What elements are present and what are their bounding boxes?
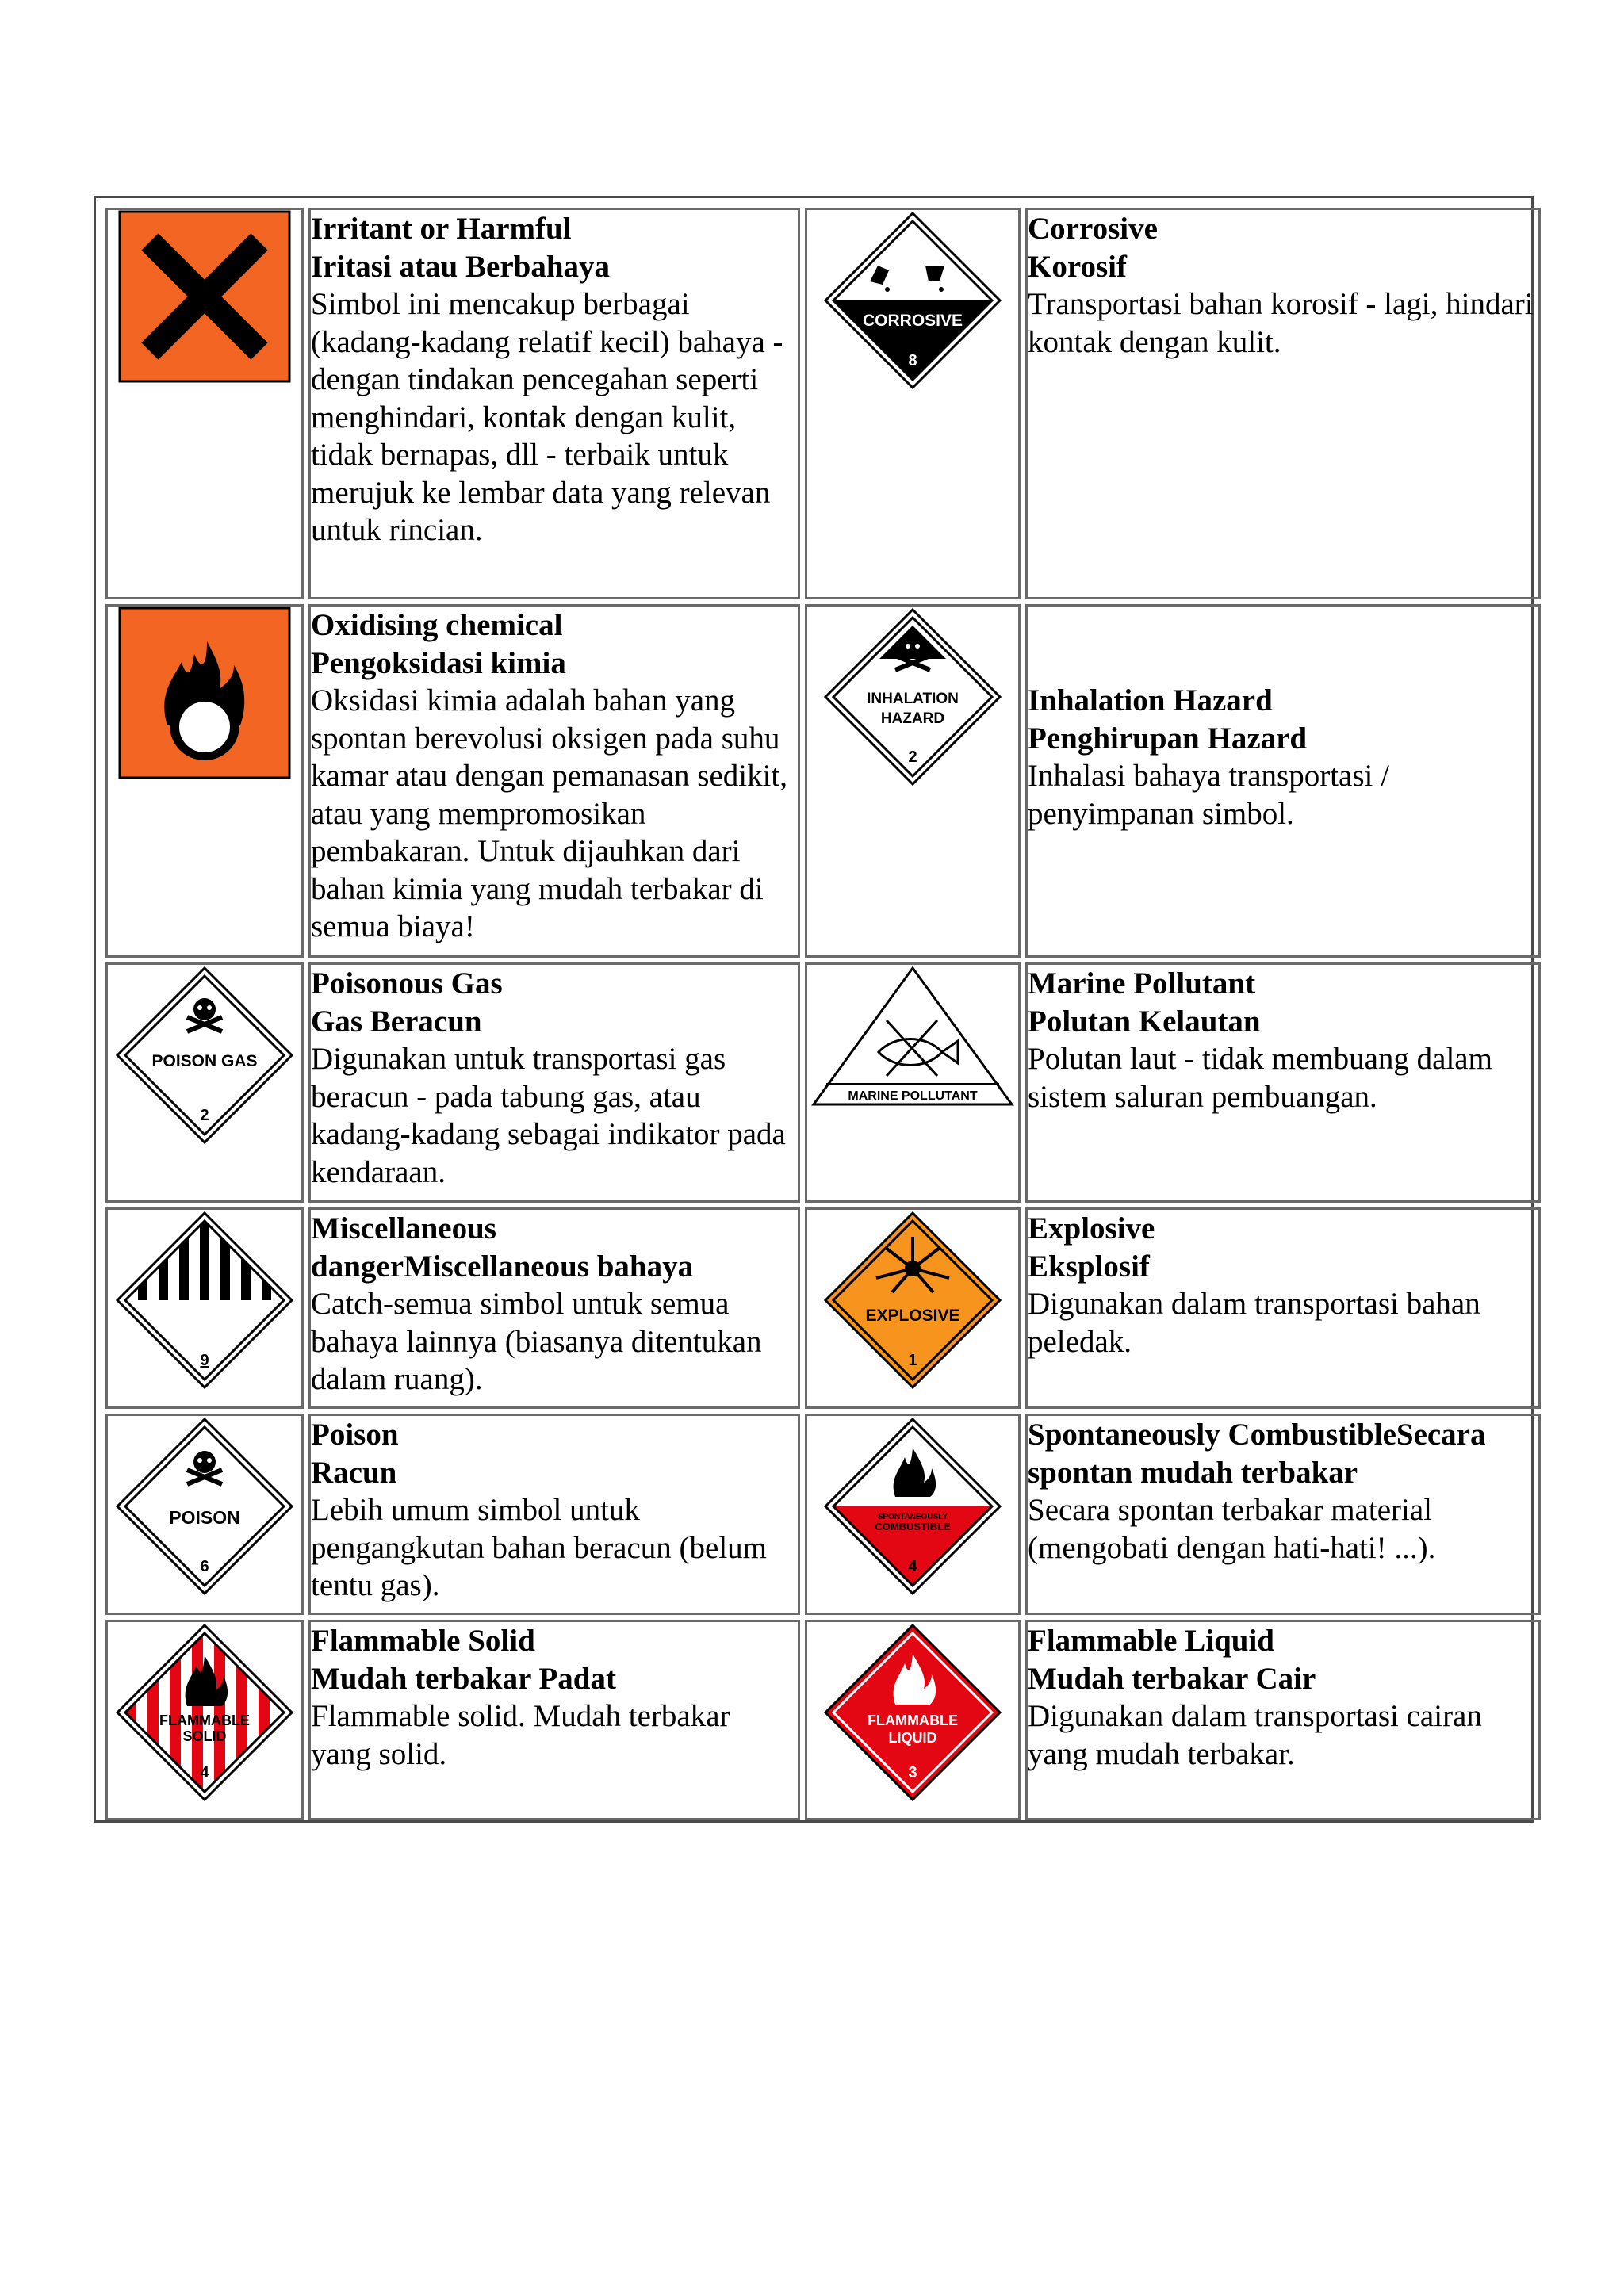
poison-diamond-icon: [114, 1416, 295, 1597]
hazard-title: Poisonous Gas: [311, 966, 503, 1001]
miscellaneous-stripes-diamond-icon: [114, 1210, 295, 1391]
inhalation-label-line2: HAZARD: [880, 710, 945, 727]
explosive-label: EXPLOSIVE: [865, 1307, 960, 1325]
hazard-subtitle: Pengoksidasi kimia: [311, 645, 566, 680]
symbol-cell: [805, 208, 1021, 599]
class-number: 6: [200, 1558, 209, 1575]
hazard-description: Digunakan dalam transportasi bahan peledak.: [1028, 1287, 1480, 1359]
spontaneously-combustible-diamond-icon: [822, 1416, 1003, 1597]
hazard-title: Flammable Solid: [311, 1624, 535, 1658]
hazard-description-cell: [308, 962, 800, 1203]
hazard-description: Polutan laut - tidak membuang dalam sistem saluran pembuangan.: [1028, 1042, 1492, 1114]
hazard-description: Digunakan dalam transportasi cairan yang mudah terbakar.: [1028, 1699, 1482, 1771]
flammable-solid-diamond-icon: [114, 1622, 295, 1803]
hazard-title: Spontaneously CombustibleSecara: [1028, 1418, 1486, 1452]
hazard-description-cell: [308, 604, 800, 958]
symbol-cell: [105, 604, 304, 958]
hazard-title: Irritant or Harmful: [311, 212, 572, 246]
poison-gas-diamond-icon: [114, 965, 295, 1146]
symbol-cell: [805, 1414, 1021, 1615]
poison-label: POISON: [169, 1507, 240, 1528]
hazard-subtitle: Eksplosif: [1028, 1249, 1150, 1284]
hazard-subtitle: Penghirupan Hazard: [1028, 721, 1308, 756]
symbol-cell: [105, 1620, 304, 1820]
flammable-liquid-diamond-icon: [822, 1622, 1003, 1803]
table-row: [105, 604, 1541, 958]
hazard-title: Corrosive: [1028, 212, 1158, 246]
inhalation-label-line1: INHALATION: [867, 691, 959, 707]
hazard-subtitle: Mudah terbakar Padat: [311, 1661, 616, 1696]
table-row: [105, 962, 1541, 1203]
hazard-description: Inhalasi bahaya transportasi / penyimpanan simbol.: [1028, 759, 1389, 831]
spontaneous-label-line1: SPONTANEOUSLY: [877, 1513, 948, 1521]
symbol-cell: [805, 1207, 1021, 1409]
class-number: 8: [908, 352, 917, 369]
class-number: 2: [200, 1107, 209, 1124]
symbol-cell: [105, 962, 304, 1203]
hazard-title: Poison: [311, 1418, 399, 1452]
hazard-subtitle: spontan mudah terbakar: [1028, 1455, 1358, 1490]
hazard-symbols-table-frame: [94, 196, 1534, 1823]
table-row: [105, 208, 1541, 599]
hazard-subtitle: Mudah terbakar Cair: [1028, 1661, 1316, 1696]
flammable-liquid-label-line2: LIQUID: [888, 1730, 937, 1746]
symbol-cell: [805, 1620, 1021, 1820]
hazard-description-cell: [308, 208, 800, 599]
hazard-title: Miscellaneous: [311, 1211, 496, 1246]
symbol-cell: [105, 208, 304, 599]
symbol-cell: [105, 1414, 304, 1615]
hazard-subtitle: dangerMiscellaneous bahaya: [311, 1249, 694, 1284]
class-number: 2: [908, 748, 917, 766]
marine-pollutant-label: MARINE POLLUTANT: [848, 1089, 978, 1103]
symbol-cell: [805, 604, 1021, 958]
hazard-description-cell: [308, 1207, 800, 1409]
hazard-subtitle: Polutan Kelautan: [1028, 1004, 1261, 1039]
hazard-title: Oxidising chemical: [311, 608, 563, 642]
hazard-description: Simbol ini mencakup berbagai (kadang-kadang relatif kecil) bahaya - dengan tindakan pencegahan seperti menghindari, kontak dengan kulit, tidak bernapas, dll - terbaik untuk merujuk ke lembar data yang relevan untuk rincian.: [311, 287, 783, 547]
class-number: 4: [908, 1558, 917, 1575]
table-row: [105, 1414, 1541, 1615]
hazard-title: Inhalation Hazard: [1028, 683, 1273, 718]
class-number: 3: [908, 1764, 917, 1781]
table-row: [105, 1620, 1541, 1820]
class-number: 1: [908, 1352, 917, 1369]
hazard-description: Secara spontan terbakar material (mengobati dengan hati-hati! ...).: [1028, 1493, 1436, 1565]
hazard-subtitle: Racun: [311, 1455, 397, 1490]
hazard-symbols-table: [101, 203, 1545, 1825]
hazard-description-cell: [1025, 1620, 1541, 1820]
hazard-description: Oksidasi kimia adalah bahan yang spontan berevolusi oksigen pada suhu kamar atau dengan pemanasan sedikit, atau yang mempromosikan pembakaran. Untuk dijauhkan dari bahan kimia yang mudah terbakar di semua biaya!: [311, 683, 788, 943]
hazard-description: Flammable solid. Mudah terbakar yang solid.: [311, 1699, 730, 1771]
corrosive-diamond-icon: [822, 210, 1003, 391]
hazard-description-cell: [1025, 208, 1541, 599]
flammable-solid-label-line2: SOLID: [182, 1728, 227, 1744]
oxidising-flame-circle-icon: [118, 607, 291, 779]
hazard-description: Digunakan untuk transportasi gas beracun - pada tabung gas, atau kadang-kadang sebagai indikator pada kendaraan.: [311, 1042, 786, 1189]
spontaneous-label-line2: COMBUSTIBLE: [875, 1521, 951, 1533]
hazard-description-cell: [1025, 962, 1541, 1203]
hazard-description-cell: [308, 1414, 800, 1615]
hazard-description-cell: [1025, 1207, 1541, 1409]
hazard-title: Explosive: [1028, 1211, 1155, 1246]
hazard-description-cell: [1025, 1414, 1541, 1615]
hazard-description-cell: [1025, 604, 1541, 958]
corrosive-label: CORROSIVE: [862, 312, 963, 330]
marine-pollutant-triangle-icon: [810, 965, 1015, 1108]
hazard-description: Transportasi bahan korosif - lagi, hindari kontak dengan kulit.: [1028, 287, 1534, 359]
class-number: 4: [200, 1764, 209, 1781]
symbol-cell: [105, 1207, 304, 1409]
hazard-title: Marine Pollutant: [1028, 966, 1256, 1001]
hazard-description: Catch-semua simbol untuk semua bahaya lainnya (biasanya ditentukan dalam ruang).: [311, 1287, 762, 1396]
hazard-description: Lebih umum simbol untuk pengangkutan bahan beracun (belum tentu gas).: [311, 1493, 768, 1602]
table-row: [105, 1207, 1541, 1409]
class-number: 9: [200, 1352, 209, 1369]
hazard-title: Flammable Liquid: [1028, 1624, 1274, 1658]
hazard-description-cell: [308, 1620, 800, 1820]
irritant-x-icon: [118, 210, 291, 383]
symbol-cell: [805, 962, 1021, 1203]
explosive-diamond-icon: [822, 1210, 1003, 1391]
hazard-subtitle: Korosif: [1028, 249, 1127, 284]
flammable-solid-label-line1: FLAMMABLE: [159, 1712, 250, 1728]
hazard-subtitle: Gas Beracun: [311, 1004, 482, 1039]
inhalation-hazard-diamond-icon: [822, 607, 1003, 787]
flammable-liquid-label-line1: FLAMMABLE: [868, 1712, 958, 1728]
poison-gas-label: POISON GAS: [151, 1052, 258, 1070]
hazard-subtitle: Iritasi atau Berbahaya: [311, 249, 611, 284]
